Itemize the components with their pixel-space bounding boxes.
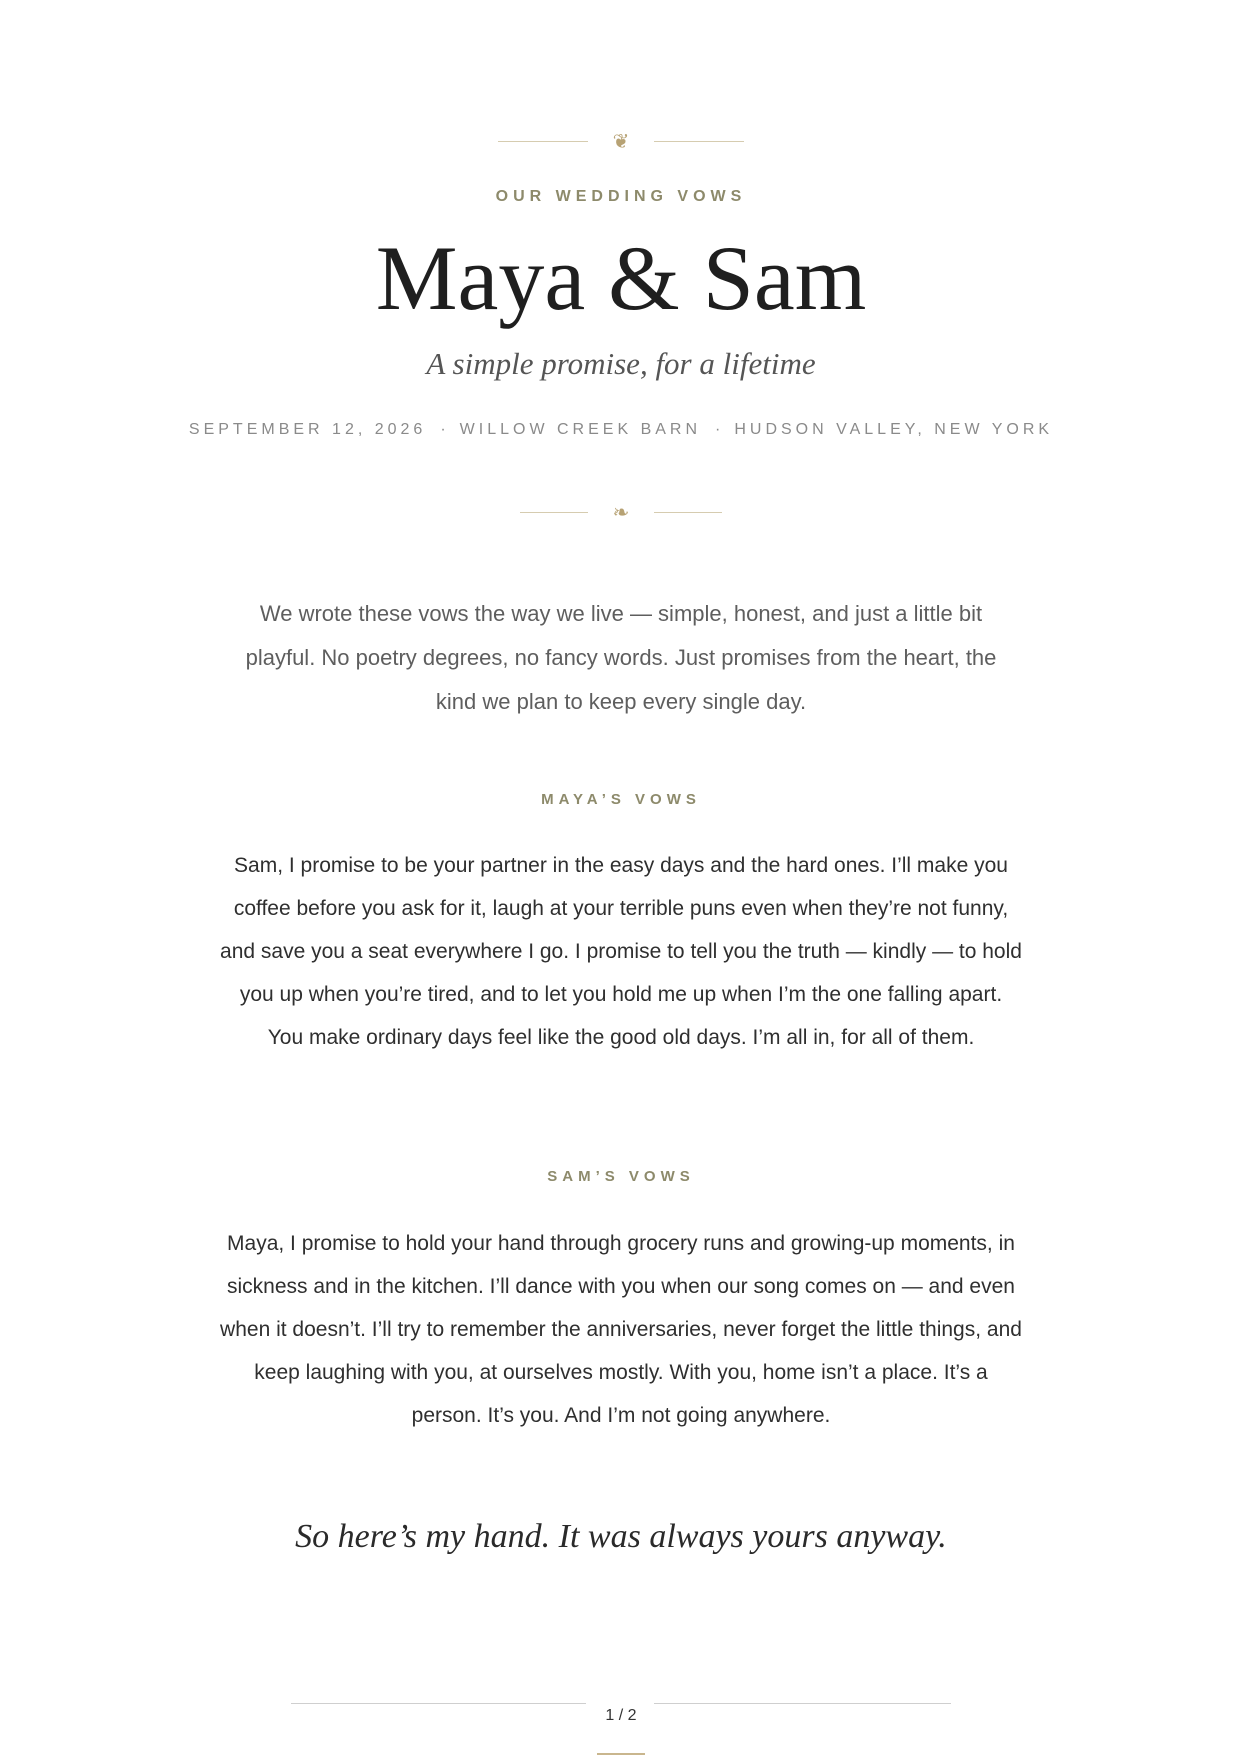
event-details xyxy=(0,421,1242,439)
page-title: Maya & Sam xyxy=(375,227,867,329)
tagline: A simple promise, for a lifetime xyxy=(426,346,816,381)
closing-line: So here’s my hand. It was always yours anyway. xyxy=(295,1518,947,1555)
footer-line-left xyxy=(291,1703,586,1704)
footer-accent-bar xyxy=(597,1753,645,1755)
event-date: SEPTEMBER 12, 2026 xyxy=(188,421,427,438)
floral-heart-icon: ❦ xyxy=(612,129,630,153)
ornament-line-right xyxy=(654,512,722,513)
vow-text-maya: Sam, I promise to be your partner in the easy days and the hard ones. I’ll make you coffee before you ask for it, laugh at your terrible puns even when they’re not funny, and save you a seat everywhere I go. I promise to tell you the truth — kindly — to hold you up when you’re tired, and to let you hold me up when I’m the one falling apart. You make ordinary days feel like the good old days. I’m all in, for all of them. xyxy=(220,854,1022,1049)
separator-dot: · xyxy=(715,421,721,438)
page-number: 1 / 2 xyxy=(605,1707,637,1724)
ornament-line-right xyxy=(654,141,744,142)
footer-line-right xyxy=(654,1703,951,1704)
eyebrow-label: OUR WEDDING VOWS xyxy=(495,188,747,205)
separator-dot: · xyxy=(440,421,446,438)
section-heading-sam: SAM’S VOWS xyxy=(547,1168,695,1185)
vow-text-sam: Maya, I promise to hold your hand through grocery runs and growing-up moments, in sickness and in the kitchen. I’ll dance with you when our song comes on — and even when it doesn’t. I’ll try to remember the anniversaries, never forget the little things, and keep laughing with you, at ourselves mostly. With you, home isn’t a place. It’s a person. It’s you. And I’m not going anywhere. xyxy=(220,1232,1022,1427)
event-location: HUDSON VALLEY, NEW YORK xyxy=(734,421,1054,438)
event-venue: WILLOW CREEK BARN xyxy=(459,421,702,438)
header-divider-ornament xyxy=(0,500,1242,524)
top-ornament xyxy=(0,129,1242,153)
floral-leaf-icon: ❧ xyxy=(612,500,630,524)
section-heading-maya: MAYA’S VOWS xyxy=(541,791,701,808)
intro-paragraph: We wrote these vows the way we live — simple, honest, and just a little bit playful. No poetry degrees, no fancy words. Just promises from the heart, the kind we plan to keep every single day. xyxy=(245,601,997,714)
